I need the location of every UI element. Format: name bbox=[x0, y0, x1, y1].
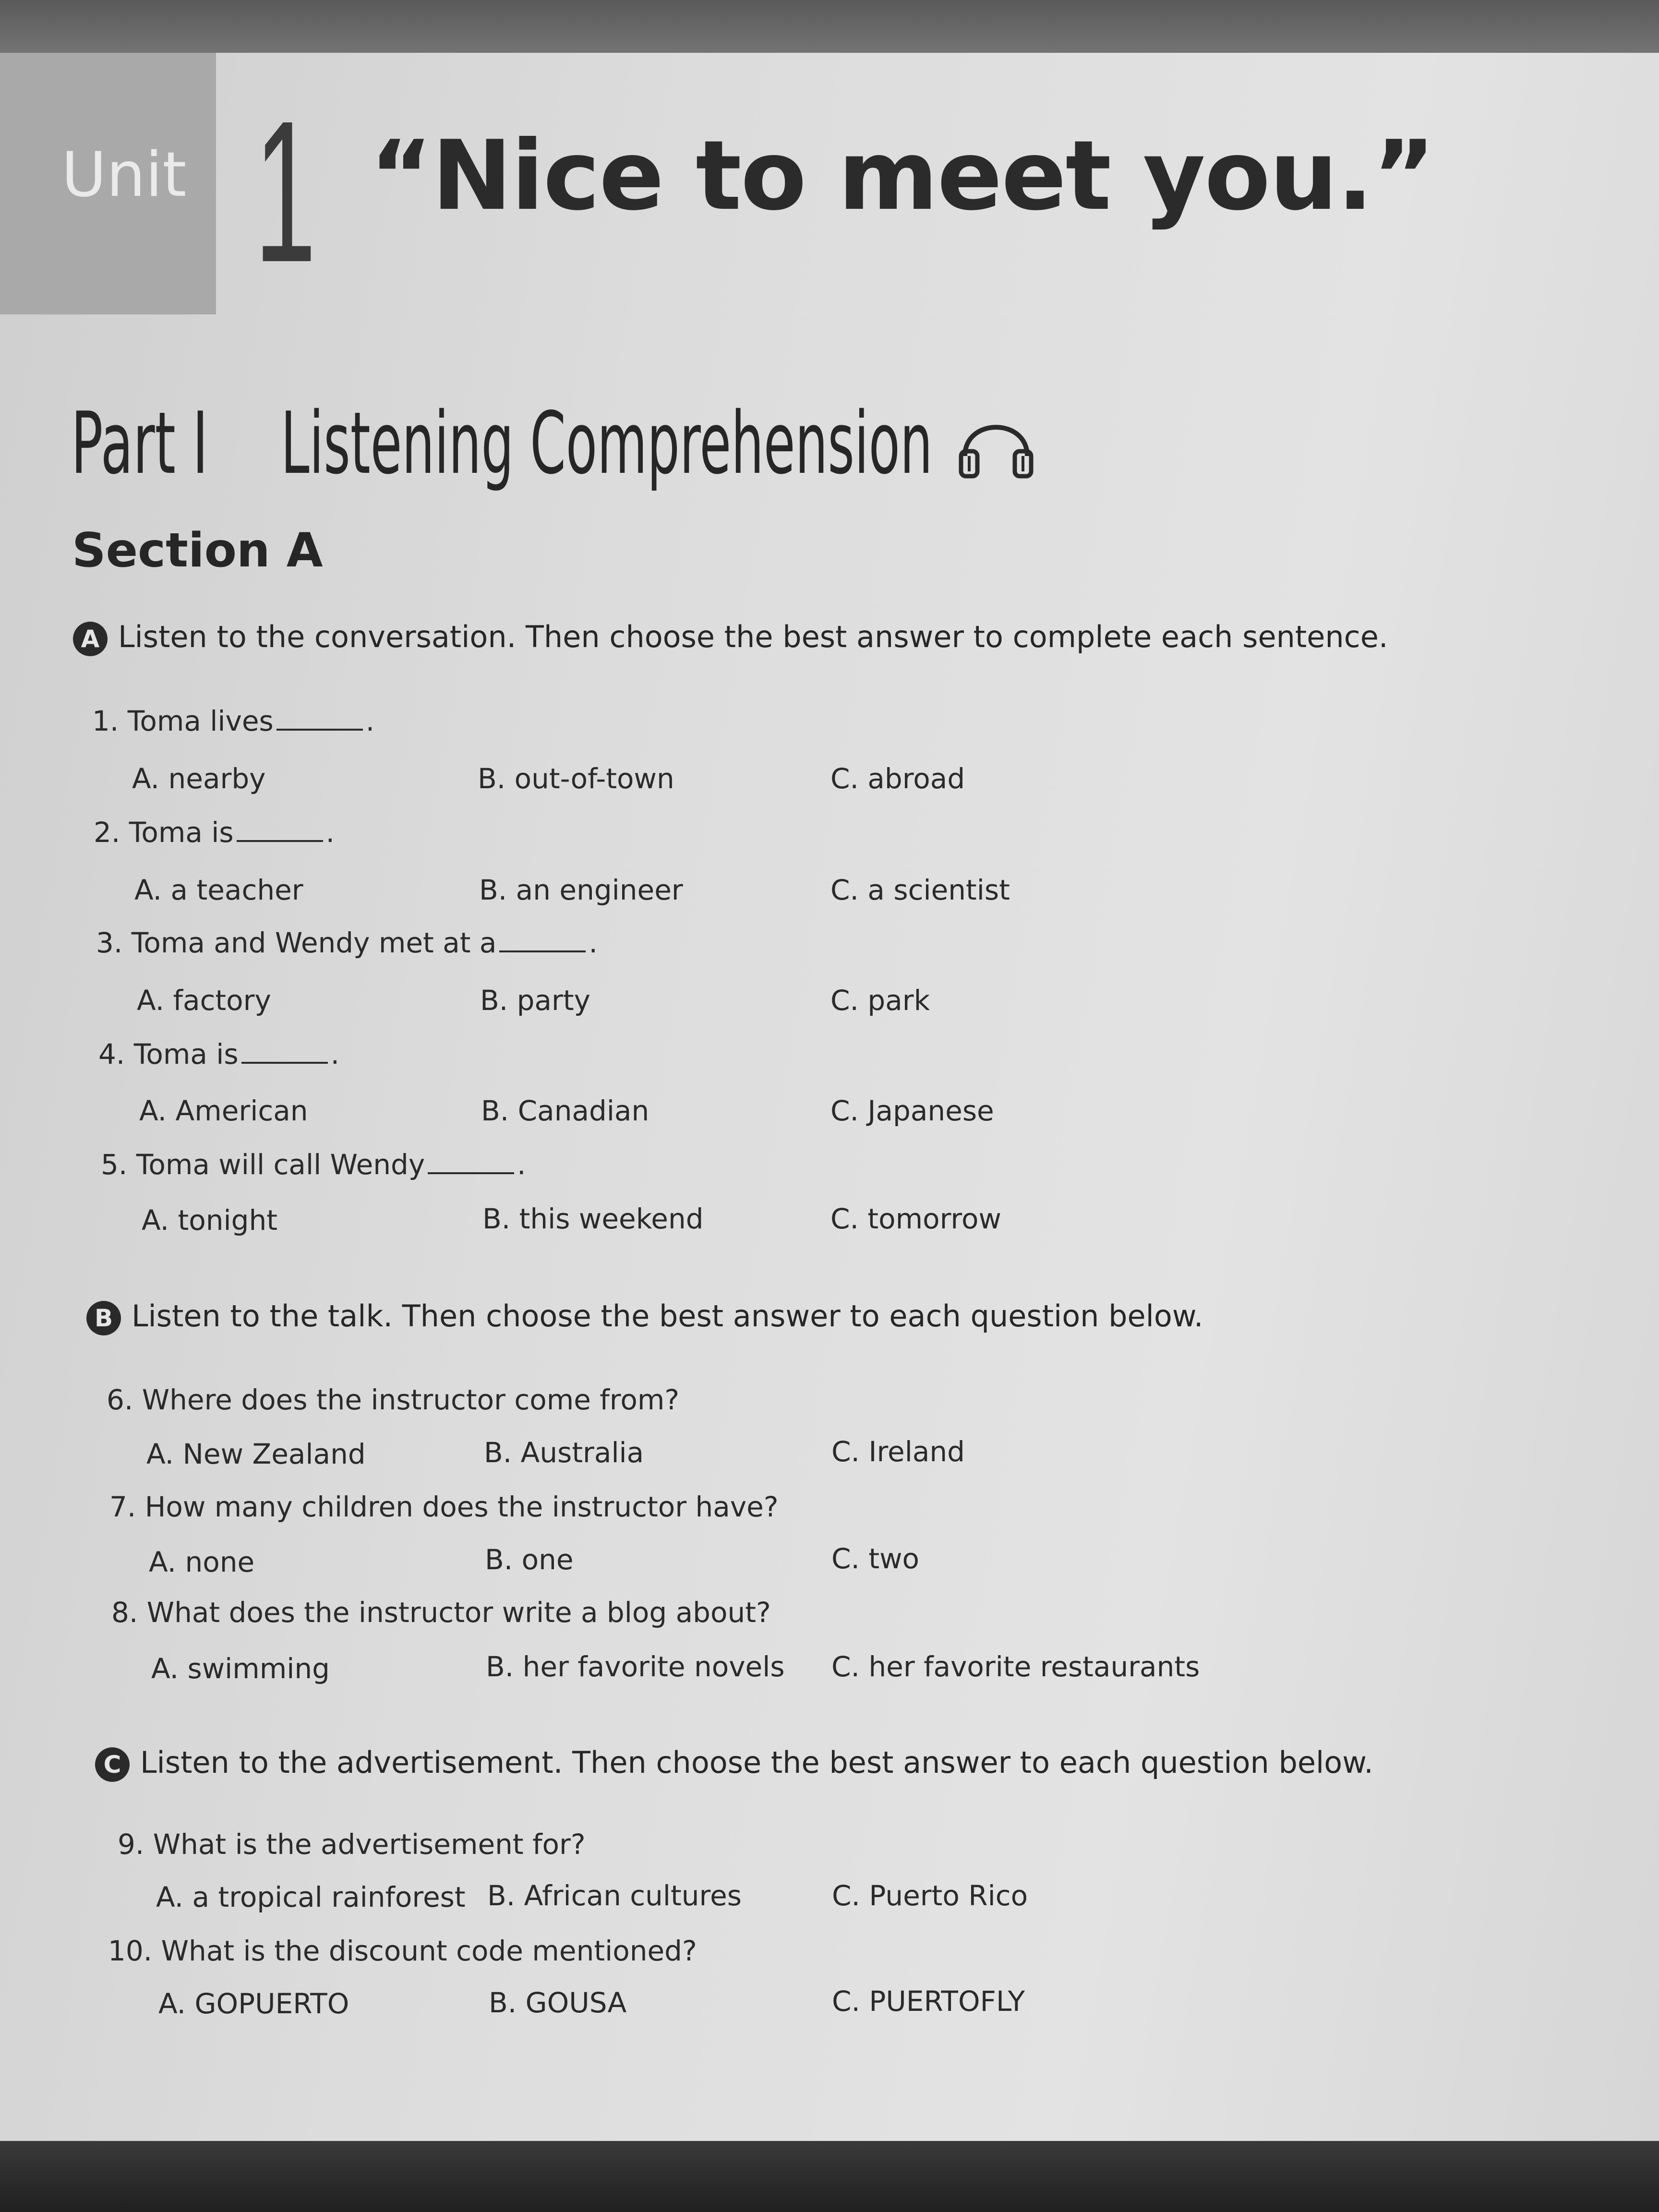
part-label: Part I bbox=[71, 394, 208, 493]
question-9: 9. What is the advertisement for? bbox=[118, 1828, 586, 1861]
option-9a[interactable]: A. a tropical rainforest bbox=[156, 1881, 466, 1913]
question-7: 7. How many children does the instructor have? bbox=[109, 1491, 779, 1523]
option-4c[interactable]: C. Japanese bbox=[830, 1094, 994, 1127]
option-9c[interactable]: C. Puerto Rico bbox=[832, 1879, 1028, 1912]
question-8: 8. What does the instructor write a blog about? bbox=[111, 1596, 771, 1629]
unit-title: “Nice to meet you.” bbox=[370, 120, 1435, 232]
option-1c[interactable]: C. abroad bbox=[830, 762, 965, 795]
question-2: 2. Toma is . bbox=[94, 816, 335, 849]
question-5: 5. Toma will call Wendy . bbox=[101, 1148, 526, 1181]
option-10b[interactable]: B. GOUSA bbox=[489, 1986, 627, 2019]
option-8a[interactable]: A. swimming bbox=[151, 1652, 330, 1685]
question-3: 3. Toma and Wendy met at a . bbox=[96, 926, 598, 959]
option-3c[interactable]: C. park bbox=[830, 984, 930, 1017]
option-9b[interactable]: B. African cultures bbox=[487, 1879, 742, 1912]
instruction-b: B Listen to the talk. Then choose the best answer to each question below. bbox=[86, 1298, 1203, 1335]
option-2b[interactable]: B. an engineer bbox=[479, 874, 683, 906]
badge-b: B bbox=[86, 1301, 121, 1335]
unit-label: Unit bbox=[61, 139, 187, 211]
option-5c[interactable]: C. tomorrow bbox=[830, 1202, 1001, 1235]
headphones-icon bbox=[955, 408, 1037, 480]
option-5a[interactable]: A. tonight bbox=[142, 1204, 277, 1237]
option-1a[interactable]: A. nearby bbox=[132, 762, 266, 795]
option-2a[interactable]: A. a teacher bbox=[134, 874, 303, 906]
option-7c[interactable]: C. two bbox=[831, 1542, 920, 1575]
backdrop-bottom bbox=[0, 2141, 1659, 2212]
option-8c[interactable]: C. her favorite restaurants bbox=[831, 1650, 1200, 1683]
badge-a: A bbox=[73, 622, 108, 656]
question-4: 4. Toma is . bbox=[98, 1038, 340, 1070]
option-4b[interactable]: B. Canadian bbox=[481, 1094, 649, 1127]
option-6c[interactable]: C. Ireland bbox=[831, 1435, 965, 1468]
option-2c[interactable]: C. a scientist bbox=[830, 874, 1010, 906]
instruction-a: A Listen to the conversation. Then choose the best answer to complete each sentence. bbox=[73, 619, 1388, 656]
option-6a[interactable]: A. New Zealand bbox=[146, 1438, 366, 1470]
option-5b[interactable]: B. this weekend bbox=[482, 1202, 704, 1235]
option-3a[interactable]: A. factory bbox=[137, 984, 271, 1017]
badge-c: C bbox=[95, 1747, 130, 1782]
instruction-c: C Listen to the advertisement. Then choose the best answer to each question below. bbox=[95, 1745, 1373, 1782]
option-6b[interactable]: B. Australia bbox=[484, 1436, 644, 1469]
question-6: 6. Where does the instructor come from? bbox=[107, 1383, 680, 1416]
unit-number: 1 bbox=[254, 79, 316, 304]
part-title: Listening Comprehension bbox=[281, 394, 933, 493]
option-4a[interactable]: A. American bbox=[139, 1094, 308, 1127]
option-7b[interactable]: B. one bbox=[485, 1543, 574, 1576]
option-8b[interactable]: B. her favorite novels bbox=[486, 1650, 785, 1683]
question-1: 1. Toma lives . bbox=[92, 705, 375, 737]
section-title: Section A bbox=[72, 523, 323, 578]
option-7a[interactable]: A. none bbox=[149, 1546, 255, 1578]
option-3b[interactable]: B. party bbox=[480, 984, 590, 1017]
option-1b[interactable]: B. out-of-town bbox=[478, 762, 674, 795]
option-10c[interactable]: C. PUERTOFLY bbox=[832, 1985, 1025, 2018]
question-10: 10. What is the discount code mentioned? bbox=[108, 1935, 697, 1967]
option-10a[interactable]: A. GOPUERTO bbox=[158, 1987, 349, 2020]
